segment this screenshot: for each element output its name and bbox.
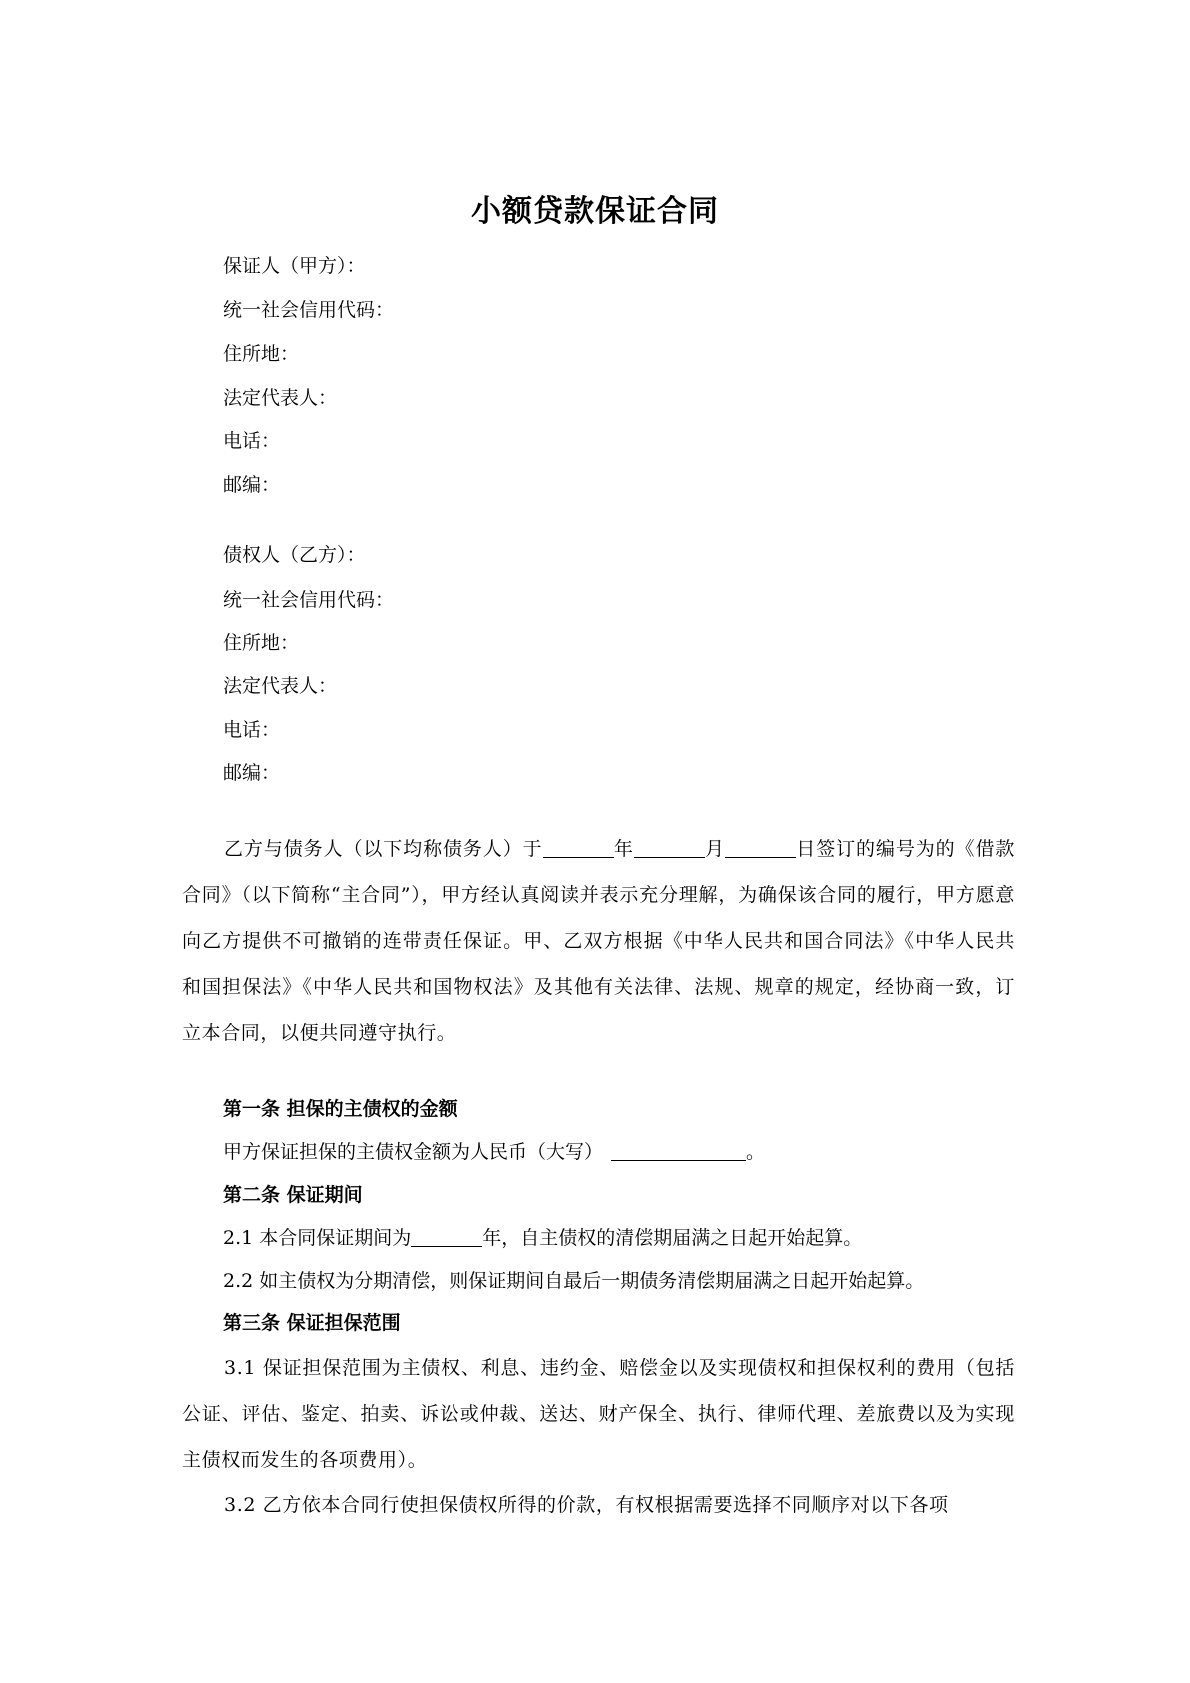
clause-2-1-before: 2.1 本合同保证期间为: [223, 1227, 412, 1249]
article-1-text: [223, 1139, 765, 1165]
guarantor-postcode-field: 邮编：: [223, 474, 281, 496]
clause-3-1: 3.1 保证担保范围为主债权、利息、违约金、赔偿金以及实现债权和担保权利的费用（包括公证、评估、鉴定、拍卖、诉讼或仲裁、送达、财产保全、执行、律师代理、差旅费以及为实现主债权而发生的各项费用）。: [182, 1357, 1015, 1471]
amount-blank: [611, 1140, 746, 1161]
clause-3-2: 3.2 乙方依本合同行使担保债权所得的价款，有权根据需要选择不同顺序对以下各项: [224, 1494, 949, 1516]
article-1-text-before: 甲方保证担保的主债权金额为人民币（大写）: [223, 1141, 604, 1163]
creditor-label: 债权人（乙方）：: [223, 544, 366, 566]
clause-2-2: 2.2 如主债权为分期清偿，则保证期间自最后一期债务清偿期届满之日起开始起算。: [223, 1270, 925, 1292]
clause-2-1: [223, 1225, 862, 1251]
article-1-text-after: 。: [746, 1141, 766, 1163]
day-blank: [725, 837, 796, 858]
preamble-text-1: 乙方与债务人（以下均称债务人）于: [224, 838, 543, 860]
guarantor-credit-code-field: 统一社会信用代码：: [223, 299, 395, 321]
document-title: 小额贷款保证合同: [471, 194, 719, 229]
guarantor-legal-rep-field: 法定代表人：: [223, 387, 338, 409]
article-1-heading: 第一条 担保的主债权的金额: [223, 1098, 458, 1120]
guarantor-phone-field: 电话：: [223, 430, 281, 452]
guarantor-address-field: 住所地：: [223, 343, 300, 365]
month-blank: [634, 837, 705, 858]
preamble-paragraph: [182, 826, 1015, 1056]
preamble-text-2: 日签订的编号为的《借款合同》（以下简称“主合同”），甲方经认真阅读并表示充分理解，为确保该合同的履行，甲方愿意向乙方提供不可撤销的连带责任保证。甲、乙双方根据《中华人民共和国合同法》《中华人民共和国担保法》《中华人民共和国物权法》及其他有关法律、法规、规章的规定，经协商一致，订立本合同，以便共同遵守执行。: [182, 838, 1015, 1044]
period-years-blank: [411, 1226, 482, 1247]
creditor-credit-code-field: 统一社会信用代码：: [223, 589, 395, 611]
year-blank: [543, 837, 614, 858]
creditor-legal-rep-field: 法定代表人：: [223, 675, 338, 697]
clause-2-1-after: 年，自主债权的清偿期届满之日起开始起算。: [482, 1227, 863, 1249]
article-2-heading: 第二条 保证期间: [223, 1184, 363, 1206]
preamble-month-label: 月: [704, 838, 725, 860]
creditor-postcode-field: 邮编：: [223, 762, 281, 784]
creditor-address-field: 住所地：: [223, 632, 300, 654]
preamble-year-label: 年: [613, 838, 634, 860]
guarantor-label: 保证人（甲方）：: [223, 255, 366, 277]
creditor-phone-field: 电话：: [223, 719, 281, 741]
article-3-heading: 第三条 保证担保范围: [223, 1312, 401, 1334]
